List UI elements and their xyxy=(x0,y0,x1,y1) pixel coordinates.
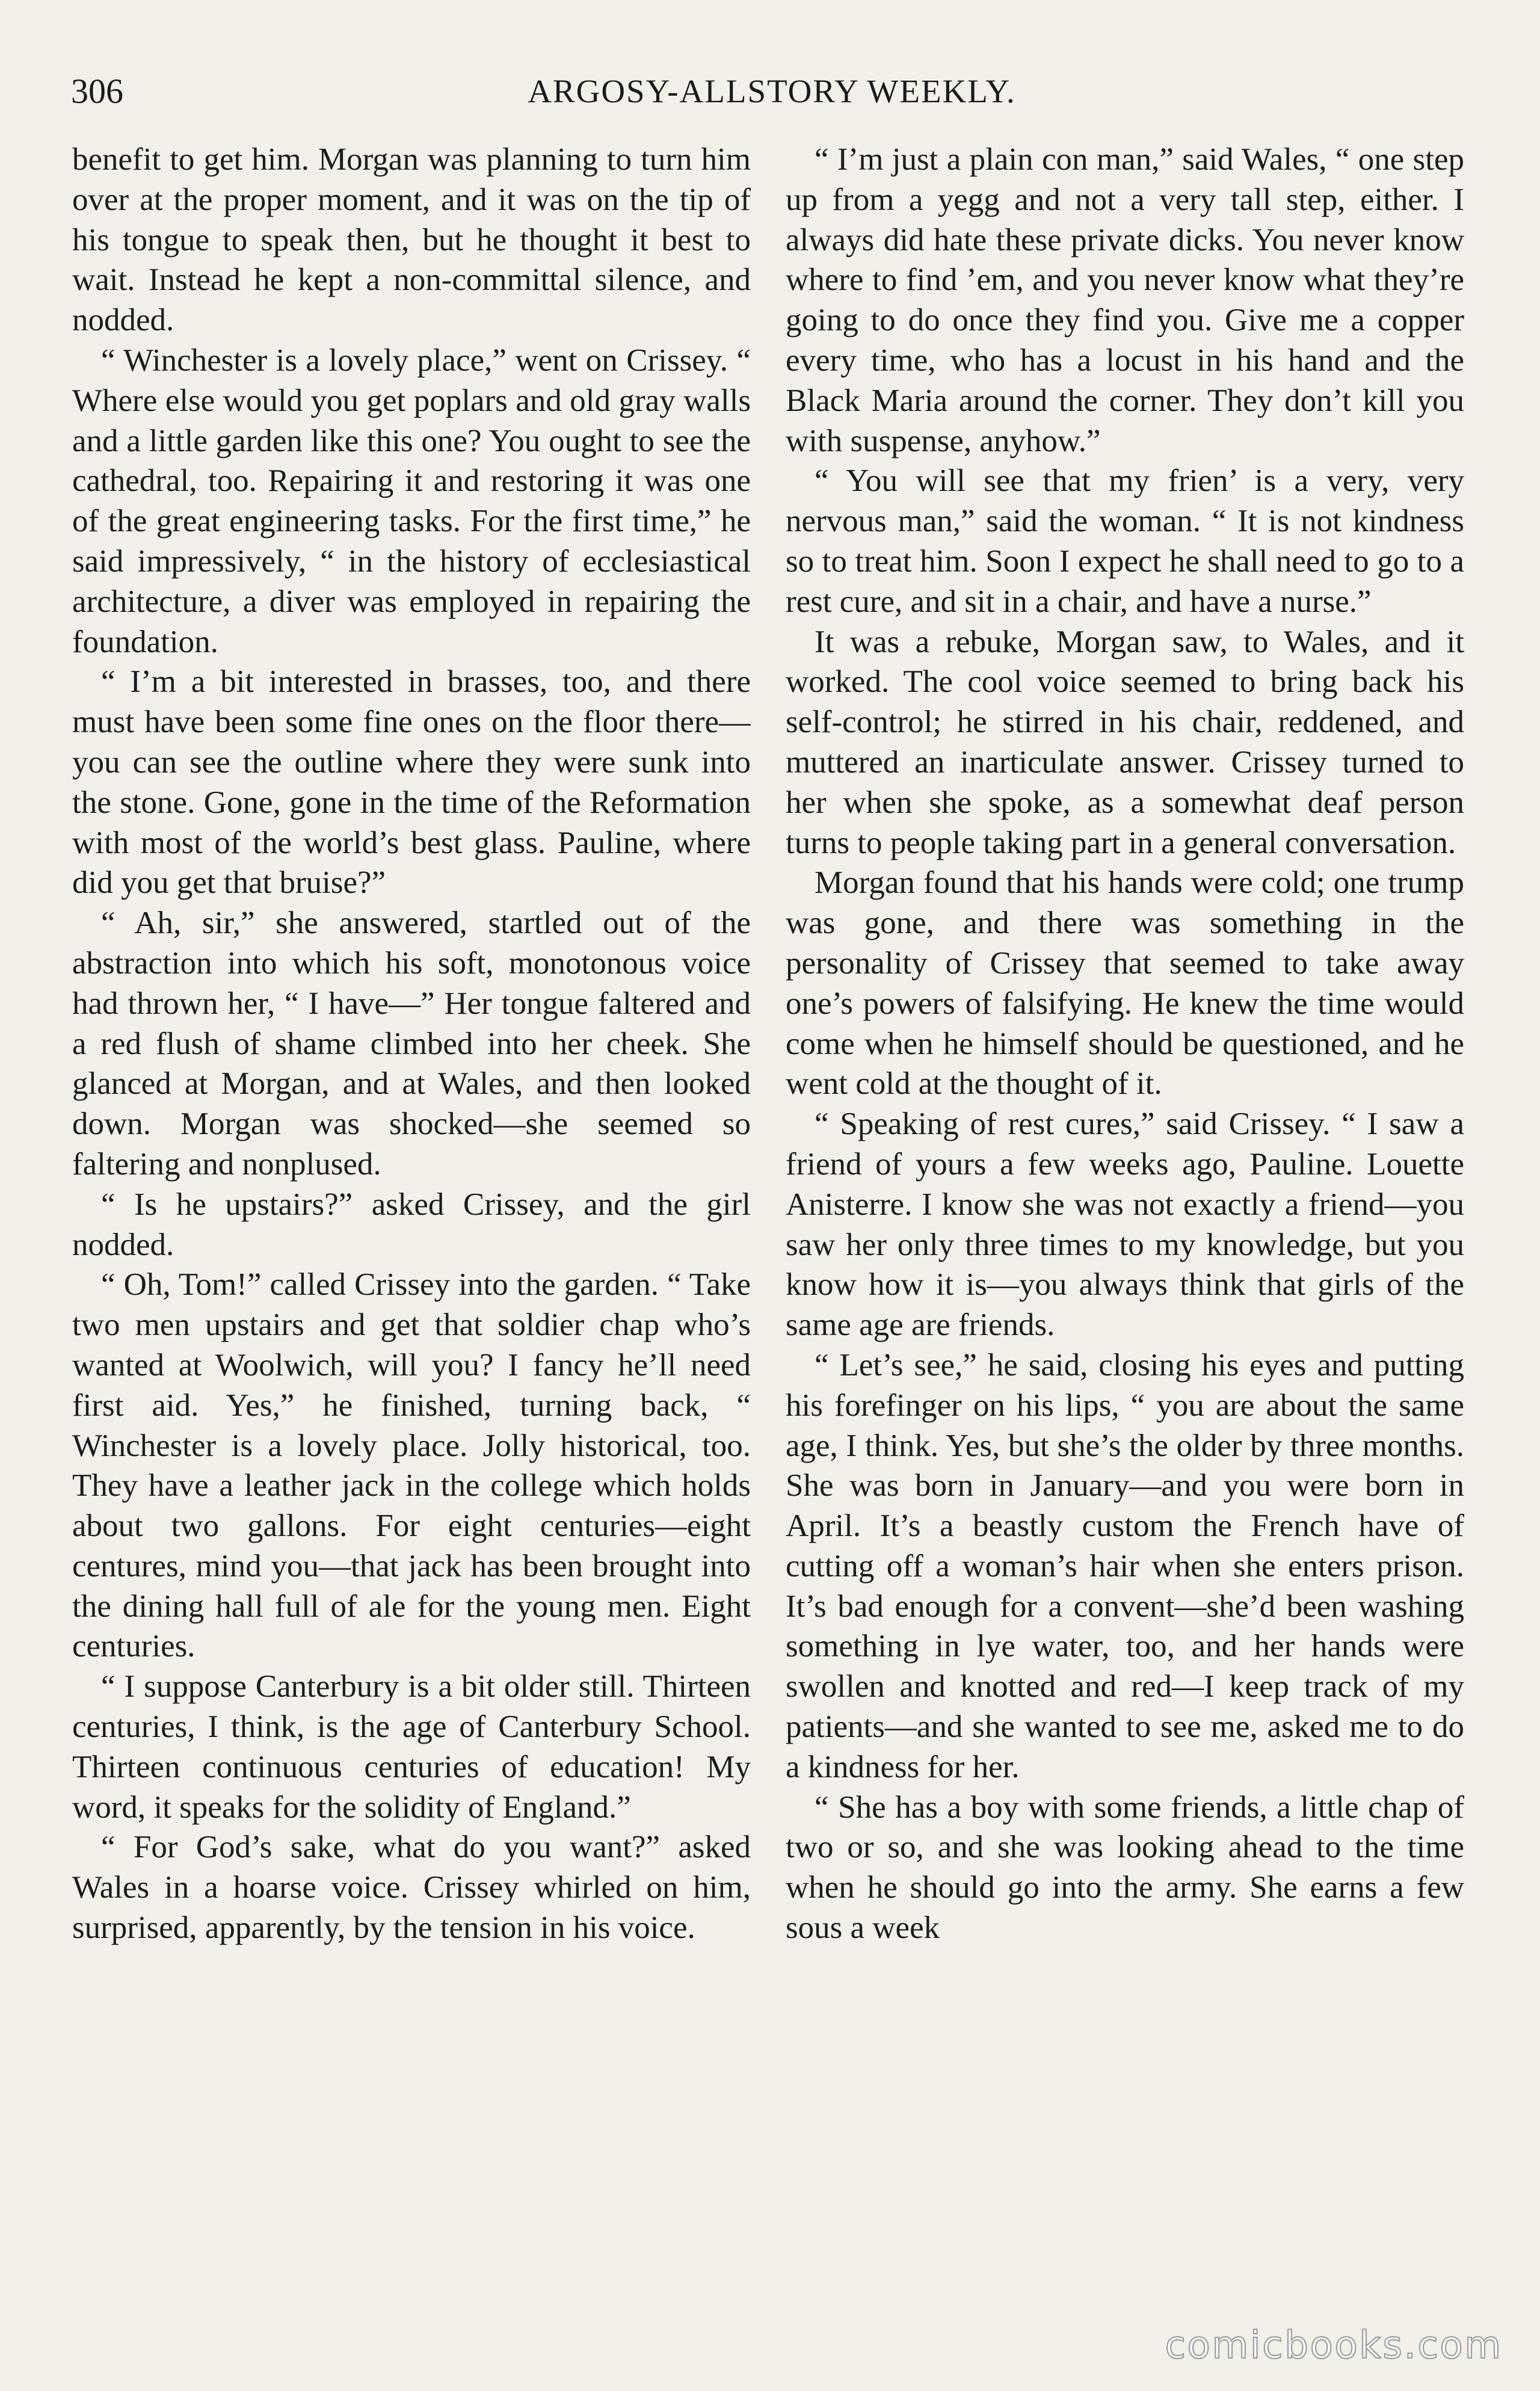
paragraph: “ I suppose Canterbury is a bit older still. Thirteen centuries, I think, is the age of Canterbury School. Thirteen continuous centuries of education! My word, it speaks for the solidity of England.” xyxy=(72,1669,751,1825)
page-number: 306 xyxy=(71,72,123,111)
right-column xyxy=(786,140,1464,2306)
paragraph: “ You will see that my frien’ is a very, very nervous man,” said the woman. “ It is not kindness so to treat him. Soon I expect he shall need to go to a rest cure, and sit in a chair, and have a nurse.” xyxy=(786,463,1464,619)
paragraph: “ She has a boy with some friends, a little chap of two or so, and she was looking ahead to the time when he should go into the army. She earns a few sous a week xyxy=(786,1789,1464,1946)
paragraph: “ Speaking of rest cures,” said Crissey. “ I saw a friend of yours a few weeks ago, Pauline. Louette Anisterre. I know she was not exactly a friend—you saw her only three times to my knowledge, but you know how it is—you always think that girls of the same age are friends. xyxy=(786,1106,1464,1343)
paragraph: Morgan found that his hands were cold; one trump was gone, and there was something in the personality of Crissey that seemed to take away one’s powers of falsifying. He knew the time would come when he himself should be questioned, and he went cold at the thought of it. xyxy=(786,865,1464,1102)
paragraph: “ Winchester is a lovely place,” went on Crissey. “ Where else would you get poplars and old gray walls and a little garden like this one? You ought to see the cathedral, too. Repairing it and restoring it was one of the great engineering tasks. For the first time,” he said impressively, “ in the history of ecclesiastical architecture, a diver was employed in repairing the foundation. xyxy=(72,342,751,659)
paragraph: “ I’m just a plain con man,” said Wales, “ one step up from a yegg and not a very tall step, either. I always did hate these private dicks. You never know where to find ’em, and you never know what they’re going to do once they find you. Give me a copper every time, who has a locust in his hand and the Black Maria around the corner. They don’t kill you with suspense, anyhow.” xyxy=(786,142,1464,458)
running-title: ARGOSY-ALLSTORY WEEKLY. xyxy=(528,73,1016,110)
paragraph: “ Is he upstairs?” asked Crissey, and the girl nodded. xyxy=(72,1186,751,1262)
paragraph: “ Ah, sir,” she answered, startled out of the abstraction into which his soft, monotonous voice had thrown her, “ I have—” Her tongue faltered and a red flush of shame climbed into her cheek. She glanced at Morgan, and at Wales, and then looked down. Morgan was shocked—she seemed so faltering and nonplused. xyxy=(72,905,751,1182)
paragraph: benefit to get him. Morgan was planning to turn him over at the proper moment, and it was on the tip of his tongue to speak then, but he thought it best to wait. Instead he kept a non-committal silence, and nodded. xyxy=(72,142,751,338)
paragraph: “ For God’s sake, what do you want?” asked Wales in a hoarse voice. Crissey whirled on him, surprised, apparently, by the tension in his voice. xyxy=(72,1830,751,1946)
left-column xyxy=(72,140,751,2306)
page-header xyxy=(71,67,1473,116)
watermark: comicbooks.com xyxy=(1165,2323,1503,2367)
paragraph: “ Let’s see,” he said, closing his eyes and putting his forefinger on his lips, “ you are about the same age, I think. Yes, but she’s the older by three months. She was born in January—and you were born in April. It’s a beastly custom the French have of cutting off a woman’s hair when she enters prison. It’s bad enough for a convent—she’d been washing something in lye water, too, and her hands were swollen and knotted and red—I keep track of my patients—and she wanted to see me, asked me to do a kindness for her. xyxy=(786,1347,1464,1785)
paragraph: It was a rebuke, Morgan saw, to Wales, and it worked. The cool voice seemed to bring back his self-control; he stirred in his chair, reddened, and muttered an inarticulate answer. Crissey turned to her when she spoke, as a somewhat deaf person turns to people taking part in a general conversation. xyxy=(786,624,1464,860)
paragraph: “ I’m a bit interested in brasses, too, and there must have been some fine ones on the floor there—you can see the outline where they were sunk into the stone. Gone, gone in the time of the Reformation with most of the world’s best glass. Pauline, where did you get that bruise?” xyxy=(72,664,751,901)
paragraph: “ Oh, Tom!” called Crissey into the garden. “ Take two men upstairs and get that soldier chap who’s wanted at Woolwich, will you? I fancy he’ll need first aid. Yes,” he finished, turning back, “ Winchester is a lovely place. Jolly historical, too. They have a leather jack in the college which holds about two gallons. For eight centuries—eight centures, mind you—that jack has been brought into the dining hall full of ale for the young men. Eight centuries. xyxy=(72,1267,751,1664)
